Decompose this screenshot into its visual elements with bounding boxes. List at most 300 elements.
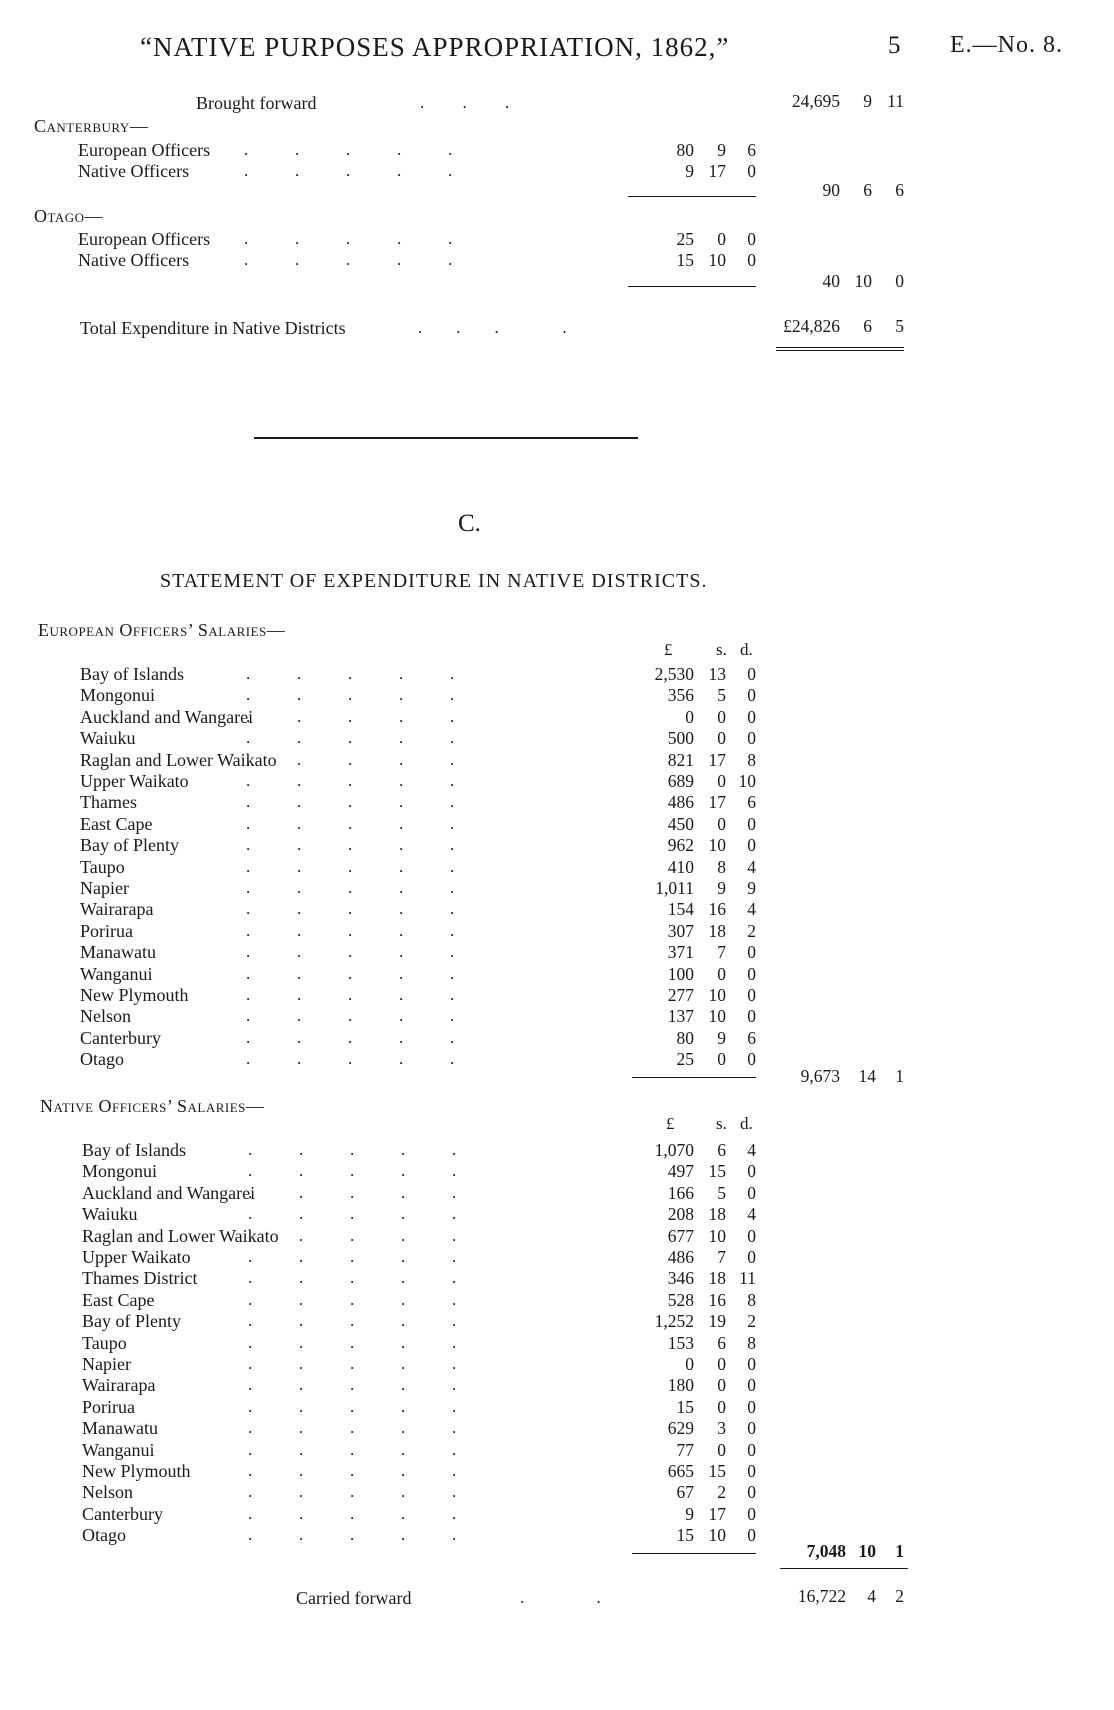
row-pence: 0 xyxy=(747,229,756,249)
row-pence: 0 xyxy=(747,835,756,856)
table-row xyxy=(0,685,1114,707)
row-label: Thames District xyxy=(82,1268,198,1289)
otago-heading: Otago— xyxy=(34,206,104,226)
row-shillings: 7 xyxy=(717,942,726,963)
canterbury-total-pence: 6 xyxy=(895,180,904,200)
row-pence: 8 xyxy=(747,1332,756,1353)
row-label: Bay of Plenty xyxy=(80,835,179,856)
row-pounds: 1,011 xyxy=(655,878,694,898)
row-pounds: 962 xyxy=(667,835,694,856)
row-shillings: 10 xyxy=(708,985,726,1005)
row-pounds: 629 xyxy=(667,1418,694,1439)
row-pounds: 77 xyxy=(676,1439,694,1460)
leader-dots: . . . . . xyxy=(248,1268,457,1288)
row-pounds: 9 xyxy=(685,161,694,181)
table-row xyxy=(0,1290,1114,1312)
row-pence: 11 xyxy=(739,1268,756,1289)
leader-dots: . . . . . xyxy=(248,1439,457,1459)
table-row xyxy=(0,1161,1114,1183)
row-pence: 0 xyxy=(747,1461,756,1481)
row-pounds: 9 xyxy=(685,1503,694,1524)
row-shillings: 17 xyxy=(708,792,726,813)
table-row xyxy=(0,1006,1114,1028)
row-label: Manawatu xyxy=(80,942,156,963)
table-row xyxy=(0,1204,1114,1226)
row-shillings: 9 xyxy=(717,140,726,160)
row-shillings: 0 xyxy=(717,1354,726,1374)
total-expenditure-label: Total Expenditure in Native Districts xyxy=(80,318,346,338)
canterbury-total-shillings: 6 xyxy=(863,180,872,200)
brought-forward-shillings: 9 xyxy=(863,91,872,111)
total-double-rule xyxy=(776,347,904,348)
row-pence: 9 xyxy=(747,878,756,898)
table-row xyxy=(0,161,1114,183)
leader-dots: . . . . . xyxy=(244,250,453,269)
european-total-pounds: 9,673 xyxy=(800,1066,840,1086)
row-pence: 0 xyxy=(747,1396,756,1417)
table-row xyxy=(0,1440,1114,1462)
leader-dots: . . . . . xyxy=(246,856,455,876)
row-pounds: 677 xyxy=(667,1225,694,1246)
row-label: Upper Waikato xyxy=(80,771,189,791)
european-total-shillings: 14 xyxy=(858,1066,876,1086)
row-shillings: 19 xyxy=(708,1311,726,1332)
row-shillings: 10 xyxy=(708,1225,726,1246)
col-head-shillings: s. xyxy=(716,640,727,659)
row-label: Nelson xyxy=(80,1006,131,1027)
otago-total-shillings: 10 xyxy=(854,271,872,291)
row-label: European Officers xyxy=(78,229,211,249)
paper-reference: E.—No. 8. xyxy=(950,32,1063,58)
row-label: European Officers xyxy=(78,140,211,160)
row-shillings: 17 xyxy=(708,161,726,181)
row-shillings: 5 xyxy=(717,1182,726,1203)
table-row xyxy=(0,878,1114,900)
row-pounds: 100 xyxy=(667,963,694,984)
leader-dots: . . . . . xyxy=(248,1225,457,1245)
row-pounds: 486 xyxy=(667,1247,694,1267)
total-expenditure-pounds: £24,826 xyxy=(783,316,840,336)
row-label: New Plymouth xyxy=(80,985,189,1005)
row-shillings: 7 xyxy=(717,1247,726,1267)
table-row xyxy=(0,1525,1114,1547)
row-label: Otago xyxy=(80,1049,124,1070)
total-double-rule xyxy=(776,350,904,351)
row-pounds: 25 xyxy=(676,1049,694,1070)
row-shillings: 6 xyxy=(717,1140,726,1160)
row-shillings: 8 xyxy=(717,856,726,877)
row-pence: 0 xyxy=(747,685,756,706)
leader-dots: . . . . . xyxy=(248,1482,457,1502)
table-row xyxy=(0,1268,1114,1290)
row-pounds: 80 xyxy=(676,1027,694,1048)
total-expenditure-shillings: 6 xyxy=(863,316,872,336)
subtotal-rule xyxy=(632,1077,756,1078)
section-letter: C. xyxy=(458,510,481,537)
table-row xyxy=(0,1397,1114,1419)
table-row xyxy=(0,728,1114,750)
table-row xyxy=(0,707,1114,729)
row-label: Taupo xyxy=(80,856,125,877)
row-pence: 0 xyxy=(747,963,756,984)
row-pounds: 356 xyxy=(667,685,694,706)
leader-dots: . . . xyxy=(420,93,510,112)
european-total-pence: 1 xyxy=(895,1066,904,1086)
leader-dots: . . . . . xyxy=(246,1049,455,1069)
row-pounds: 821 xyxy=(667,749,694,770)
native-total-pence: 1 xyxy=(895,1541,904,1561)
row-shillings: 3 xyxy=(717,1418,726,1439)
canterbury-total-pounds: 90 xyxy=(822,180,840,200)
row-pounds: 410 xyxy=(667,856,694,877)
row-pence: 0 xyxy=(747,1247,756,1267)
table-row xyxy=(0,250,1114,272)
row-pounds: 67 xyxy=(676,1482,694,1503)
row-pounds: 0 xyxy=(685,706,694,727)
leader-dots: . . . . . xyxy=(248,1525,457,1545)
table-row xyxy=(0,942,1114,964)
row-pence: 4 xyxy=(747,1204,756,1225)
canterbury-heading: Canterbury— xyxy=(34,116,149,136)
table-row xyxy=(0,1311,1114,1333)
row-pounds: 307 xyxy=(667,920,694,941)
native-total-pounds: 7,048 xyxy=(806,1541,846,1561)
row-label: Porirua xyxy=(82,1396,135,1417)
row-label: Mongonui xyxy=(82,1161,158,1182)
row-pence: 8 xyxy=(747,1289,756,1310)
row-pence: 0 xyxy=(747,1375,756,1396)
page-number: 5 xyxy=(888,32,902,59)
table-row xyxy=(0,857,1114,879)
row-shillings: 10 xyxy=(708,250,726,270)
row-shillings: 18 xyxy=(708,1204,726,1225)
row-pounds: 371 xyxy=(667,942,694,963)
carried-forward-label: Carried forward xyxy=(296,1588,412,1608)
row-pence: 0 xyxy=(747,1439,756,1460)
leader-dots: . . . . . xyxy=(248,1161,457,1181)
native-heading: Native Officers’ Salaries— xyxy=(40,1096,265,1116)
row-label: Bay of Islands xyxy=(80,664,184,684)
row-pence: 0 xyxy=(747,728,756,749)
table-row xyxy=(0,985,1114,1007)
leader-dots: . . . . . xyxy=(248,1140,457,1159)
col-head-pence: d. xyxy=(740,1114,753,1133)
leader-dots: . . . . . xyxy=(246,985,455,1004)
carried-forward-shillings: 4 xyxy=(867,1586,876,1606)
row-pounds: 15 xyxy=(676,1525,694,1546)
row-shillings: 10 xyxy=(708,1525,726,1546)
row-pence: 0 xyxy=(747,1418,756,1439)
row-shillings: 0 xyxy=(717,706,726,727)
row-shillings: 13 xyxy=(708,664,726,684)
otago-total-pence: 0 xyxy=(895,271,904,291)
row-pounds: 500 xyxy=(667,728,694,749)
table-row xyxy=(0,1461,1114,1483)
row-label: Taupo xyxy=(82,1332,127,1353)
row-pounds: 0 xyxy=(685,1354,694,1374)
leader-dots: . . . . . xyxy=(246,899,455,919)
subtotal-rule xyxy=(632,1553,756,1554)
section-separator xyxy=(254,437,638,439)
table-row xyxy=(0,750,1114,772)
brought-forward-pence: 11 xyxy=(887,91,904,111)
row-shillings: 10 xyxy=(708,835,726,856)
col-head-shillings: s. xyxy=(716,1114,727,1133)
row-pounds: 15 xyxy=(676,250,694,270)
row-pence: 0 xyxy=(747,1049,756,1070)
col-head-pounds: £ xyxy=(666,1114,675,1133)
row-shillings: 0 xyxy=(717,1439,726,1460)
section-title: STATEMENT OF EXPENDITURE IN NATIVE DISTRICTS. xyxy=(160,570,708,592)
row-label: Auckland and Wangarei xyxy=(80,706,254,727)
row-shillings: 0 xyxy=(717,229,726,249)
running-title: “NATIVE PURPOSES APPROPRIATION, 1862,” xyxy=(140,32,730,62)
leader-dots: . . . . . xyxy=(246,771,455,790)
european-heading: European Officers’ Salaries— xyxy=(38,620,286,640)
leader-dots: . . . . . xyxy=(248,1332,457,1352)
row-label: Auckland and Wangarei xyxy=(82,1182,256,1203)
table-row xyxy=(0,964,1114,986)
leader-dots: . . . . . xyxy=(248,1204,457,1224)
row-pence: 0 xyxy=(747,1525,756,1546)
table-row xyxy=(0,1049,1114,1071)
row-pence: 0 xyxy=(747,1182,756,1203)
row-shillings: 0 xyxy=(717,813,726,834)
row-shillings: 10 xyxy=(708,1006,726,1027)
otago-total-pounds: 40 xyxy=(822,271,840,291)
row-pence: 0 xyxy=(747,942,756,963)
row-pence: 0 xyxy=(747,813,756,834)
table-row xyxy=(0,1226,1114,1248)
table-row xyxy=(0,1333,1114,1355)
col-head-pounds: £ xyxy=(664,640,673,659)
leader-dots: . . . . . xyxy=(248,1247,457,1266)
row-label: Napier xyxy=(82,1354,131,1374)
row-label: Porirua xyxy=(80,920,133,941)
leader-dots: . . . . xyxy=(418,318,567,337)
row-pence: 0 xyxy=(747,161,756,181)
leader-dots: . . . . . xyxy=(248,1461,457,1480)
row-label: Native Officers xyxy=(78,250,190,270)
leader-dots: . . . . . xyxy=(248,1396,457,1416)
row-label: Wairarapa xyxy=(80,899,154,920)
row-shillings: 18 xyxy=(708,1268,726,1289)
row-pence: 10 xyxy=(738,771,756,791)
row-label: Thames xyxy=(80,792,137,813)
subtotal-rule xyxy=(628,196,756,197)
carried-forward-pence: 2 xyxy=(895,1586,904,1606)
subtotal-rule xyxy=(628,286,756,287)
table-row xyxy=(0,899,1114,921)
table-row xyxy=(0,1482,1114,1504)
row-pounds: 1,252 xyxy=(654,1311,694,1332)
leader-dots: . . . . . xyxy=(246,792,455,812)
row-shillings: 18 xyxy=(708,920,726,941)
row-pounds: 277 xyxy=(667,985,694,1005)
table-row xyxy=(0,1354,1114,1376)
row-pounds: 15 xyxy=(676,1396,694,1417)
row-pounds: 497 xyxy=(667,1161,694,1182)
row-shillings: 17 xyxy=(708,749,726,770)
row-pounds: 528 xyxy=(667,1289,694,1310)
row-shillings: 9 xyxy=(717,878,726,898)
leader-dots: . . . . . xyxy=(246,1006,455,1026)
row-pence: 0 xyxy=(747,1225,756,1246)
leader-dots: . . . . . xyxy=(248,1182,457,1202)
row-label: Napier xyxy=(80,878,129,898)
row-pounds: 346 xyxy=(667,1268,694,1289)
row-pounds: 689 xyxy=(667,771,694,791)
row-shillings: 2 xyxy=(717,1482,726,1503)
row-pence: 0 xyxy=(747,664,756,684)
table-row xyxy=(0,771,1114,793)
row-label: Otago xyxy=(82,1525,126,1546)
row-pounds: 80 xyxy=(676,140,694,160)
leader-dots: . . . . . xyxy=(244,229,453,248)
row-shillings: 17 xyxy=(708,1503,726,1524)
leader-dots: . . . . . xyxy=(248,1311,457,1331)
row-pence: 0 xyxy=(747,1161,756,1182)
row-label: Canterbury xyxy=(82,1503,163,1524)
leader-dots: . . . . . xyxy=(246,749,455,769)
row-pounds: 25 xyxy=(676,229,694,249)
row-label: Bay of Islands xyxy=(82,1140,186,1160)
row-pence: 8 xyxy=(747,749,756,770)
row-pence: 0 xyxy=(747,1354,756,1374)
row-pence: 4 xyxy=(747,856,756,877)
leader-dots: . . . . . xyxy=(246,1027,455,1047)
table-row xyxy=(0,814,1114,836)
row-label: Waiuku xyxy=(80,728,136,749)
row-pence: 0 xyxy=(747,250,756,270)
row-pounds: 486 xyxy=(667,792,694,813)
row-shillings: 5 xyxy=(717,685,726,706)
row-label: Wanganui xyxy=(80,963,153,984)
row-shillings: 6 xyxy=(717,1332,726,1353)
row-shillings: 15 xyxy=(708,1161,726,1182)
table-row xyxy=(0,229,1114,251)
row-label: Upper Waikato xyxy=(82,1247,191,1267)
row-label: Bay of Plenty xyxy=(82,1311,181,1332)
table-row xyxy=(0,664,1114,686)
table-row xyxy=(0,1140,1114,1162)
table-row xyxy=(0,1247,1114,1269)
row-pence: 6 xyxy=(747,792,756,813)
row-shillings: 16 xyxy=(708,899,726,920)
row-pounds: 153 xyxy=(667,1332,694,1353)
row-pounds: 450 xyxy=(667,813,694,834)
leader-dots: . . . . . xyxy=(248,1289,457,1309)
row-pounds: 2,530 xyxy=(654,664,694,684)
row-pounds: 180 xyxy=(667,1375,694,1396)
row-pence: 4 xyxy=(747,1140,756,1160)
row-pence: 6 xyxy=(747,1027,756,1048)
brought-forward-pounds: 24,695 xyxy=(791,91,840,111)
leader-dots: . . . . . xyxy=(248,1375,457,1395)
row-shillings: 0 xyxy=(717,728,726,749)
total-expenditure-pence: 5 xyxy=(895,316,904,336)
row-shillings: 0 xyxy=(717,1049,726,1070)
row-label: Waiuku xyxy=(82,1204,138,1225)
row-pence: 4 xyxy=(747,899,756,920)
row-label: Canterbury xyxy=(80,1027,161,1048)
row-shillings: 0 xyxy=(717,1375,726,1396)
table-row xyxy=(0,835,1114,857)
row-label: Raglan and Lower Waikato xyxy=(80,749,277,770)
row-pounds: 1,070 xyxy=(654,1140,694,1160)
row-pence: 0 xyxy=(747,706,756,727)
row-pence: 2 xyxy=(747,1311,756,1332)
leader-dots: . . . . . xyxy=(246,878,455,897)
leader-dots: . . . . . xyxy=(248,1418,457,1438)
row-pence: 0 xyxy=(747,1006,756,1027)
row-pence: 6 xyxy=(747,140,756,160)
carried-forward-pounds: 16,722 xyxy=(797,1586,846,1606)
table-row xyxy=(0,1028,1114,1050)
leader-dots: . . . . . xyxy=(246,685,455,705)
native-total-shillings: 10 xyxy=(858,1541,876,1561)
table-row xyxy=(0,1418,1114,1440)
row-label: Wanganui xyxy=(82,1439,155,1460)
row-pence: 2 xyxy=(747,920,756,941)
table-row xyxy=(0,1504,1114,1526)
table-row xyxy=(0,1183,1114,1205)
table-row xyxy=(0,792,1114,814)
row-label: Mongonui xyxy=(80,685,156,706)
row-pence: 0 xyxy=(747,985,756,1005)
row-label: Raglan and Lower Waikato xyxy=(82,1225,279,1246)
total-rule xyxy=(780,1568,908,1569)
row-shillings: 0 xyxy=(717,771,726,791)
leader-dots: . . . . . xyxy=(248,1354,457,1373)
row-label: Wairarapa xyxy=(82,1375,156,1396)
leader-dots: . . . . . xyxy=(246,942,455,962)
row-label: New Plymouth xyxy=(82,1461,191,1481)
table-row xyxy=(0,921,1114,943)
row-shillings: 15 xyxy=(708,1461,726,1481)
row-pounds: 137 xyxy=(667,1006,694,1027)
leader-dots: . . . . . xyxy=(246,920,455,940)
row-shillings: 16 xyxy=(708,1289,726,1310)
leader-dots: . . . . . xyxy=(246,835,455,855)
leader-dots: . . . . . xyxy=(244,161,453,180)
leader-dots: . . . . . xyxy=(246,706,455,726)
row-shillings: 0 xyxy=(717,963,726,984)
row-label: Native Officers xyxy=(78,161,190,181)
row-pounds: 166 xyxy=(667,1182,694,1203)
row-pounds: 665 xyxy=(667,1461,694,1481)
row-label: East Cape xyxy=(80,813,153,834)
leader-dots: . . . . . xyxy=(246,963,455,983)
leader-dots: . . . . . xyxy=(244,140,453,159)
leader-dots: . . xyxy=(520,1588,601,1607)
row-shillings: 0 xyxy=(717,1396,726,1417)
row-pounds: 154 xyxy=(667,899,694,920)
row-shillings: 9 xyxy=(717,1027,726,1048)
leader-dots: . . . . . xyxy=(246,728,455,748)
row-label: Manawatu xyxy=(82,1418,158,1439)
brought-forward-label: Brought forward xyxy=(196,93,317,113)
row-label: East Cape xyxy=(82,1289,155,1310)
leader-dots: . . . . . xyxy=(246,813,455,833)
row-pounds: 208 xyxy=(667,1204,694,1225)
row-label: Nelson xyxy=(82,1482,133,1503)
row-pence: 0 xyxy=(747,1503,756,1524)
col-head-pence: d. xyxy=(740,640,753,659)
table-row xyxy=(0,1375,1114,1397)
leader-dots: . . . . . xyxy=(246,664,455,683)
leader-dots: . . . . . xyxy=(248,1503,457,1523)
